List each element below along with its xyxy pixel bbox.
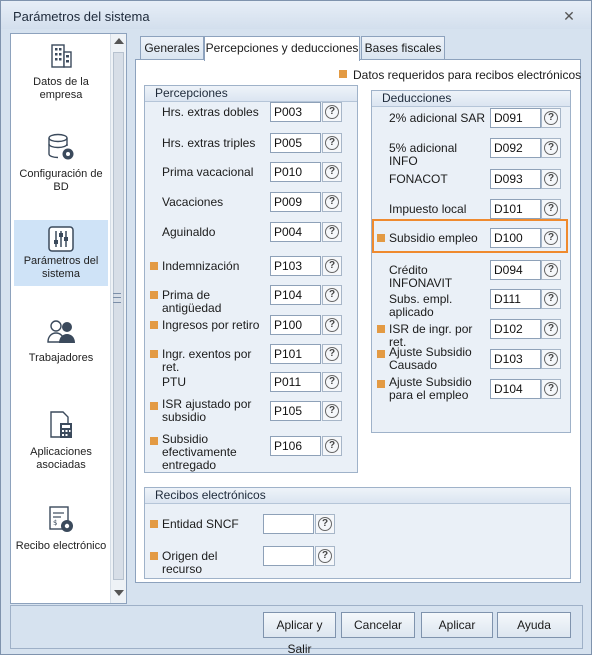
tab-generales[interactable]: Generales	[140, 36, 204, 60]
concept-code-input[interactable]	[270, 256, 321, 276]
scroll-down-arrow-icon[interactable]	[114, 590, 124, 596]
cancel-button[interactable]: Cancelar	[341, 612, 415, 638]
sidebar-item-aplicaciones-asociadas[interactable]	[14, 408, 108, 478]
sidebar-item-label: Parámetros del sistema	[23, 255, 99, 280]
required-marker-icon	[377, 325, 385, 333]
required-marker-icon	[150, 291, 158, 299]
concept-code-input[interactable]	[490, 379, 541, 399]
building-icon	[47, 42, 75, 70]
concept-code-input[interactable]	[270, 192, 321, 212]
splitter-grip-icon[interactable]	[113, 293, 121, 303]
concept-code-input[interactable]	[490, 199, 541, 219]
field-label: Subsidio efectivamente entregado	[162, 432, 237, 472]
form-row	[372, 317, 570, 349]
concept-code-input[interactable]	[270, 285, 321, 305]
field-label: Aguinaldo	[162, 225, 216, 239]
form-row	[145, 220, 357, 244]
form-row	[145, 512, 570, 536]
sidebar-item-label: Aplicaciones asociadas	[30, 446, 92, 471]
percepciones-group	[144, 85, 358, 473]
database-settings-icon	[46, 132, 76, 162]
concept-code-input[interactable]	[490, 260, 541, 280]
help-lookup-icon[interactable]	[322, 436, 342, 456]
question-mark-icon: ?	[325, 404, 339, 418]
concept-code-input[interactable]	[270, 102, 321, 122]
help-lookup-icon[interactable]	[322, 256, 342, 276]
help-lookup-icon[interactable]	[541, 319, 561, 339]
help-lookup-icon[interactable]	[541, 138, 561, 158]
form-row	[145, 432, 357, 472]
question-mark-icon: ?	[544, 111, 558, 125]
sidebar	[10, 33, 127, 604]
help-button[interactable]: Ayuda	[497, 612, 571, 638]
form-row	[372, 106, 570, 130]
required-marker-icon	[150, 350, 158, 358]
required-marker-icon	[150, 437, 158, 445]
question-mark-icon: ?	[544, 172, 558, 186]
field-label: ISR ajustado por subsidio	[162, 397, 252, 424]
field-label: Subs. empl. aplicado	[389, 292, 453, 319]
window-title: Parámetros del sistema	[13, 9, 150, 24]
form-row	[145, 190, 357, 214]
help-lookup-icon[interactable]	[322, 102, 342, 122]
help-lookup-icon[interactable]	[541, 379, 561, 399]
field-label: FONACOT	[389, 172, 448, 186]
required-marker-icon	[150, 552, 158, 560]
concept-code-input[interactable]	[490, 138, 541, 158]
sliders-icon	[47, 225, 75, 253]
help-lookup-icon[interactable]	[322, 285, 342, 305]
field-label: 5% adicional INFO	[389, 141, 458, 168]
concept-code-input[interactable]	[270, 315, 321, 335]
required-marker-icon	[377, 350, 385, 358]
tab-percepciones-deducciones[interactable]: Percepciones y deducciones	[204, 36, 360, 61]
field-label: Ajuste Subsidio para el empleo	[389, 375, 472, 402]
highlight-box	[372, 219, 568, 253]
field-label: Entidad SNCF	[162, 517, 239, 531]
form-row	[372, 377, 570, 401]
sidebar-item-label: Datos de la empresa	[33, 76, 89, 101]
concept-code-input[interactable]	[490, 289, 541, 309]
help-lookup-icon[interactable]	[322, 162, 342, 182]
sidebar-item-label: Recibo electrónico	[15, 540, 107, 552]
form-row	[372, 258, 570, 290]
help-lookup-icon[interactable]	[541, 169, 561, 189]
field-label: Origen del recurso	[162, 549, 218, 576]
sidebar-item-label: Trabajadores	[28, 352, 94, 364]
question-mark-icon: ?	[318, 549, 332, 563]
help-lookup-icon[interactable]	[541, 108, 561, 128]
concept-code-input[interactable]	[270, 162, 321, 182]
concept-code-input[interactable]	[490, 108, 541, 128]
concept-code-input[interactable]	[263, 546, 314, 566]
title-bar	[1, 1, 591, 29]
concept-code-input[interactable]	[490, 169, 541, 189]
help-lookup-icon[interactable]	[322, 192, 342, 212]
field-label: Indemnización	[162, 259, 240, 273]
required-marker-icon	[150, 262, 158, 270]
receipt-settings-icon	[47, 504, 75, 534]
help-lookup-icon[interactable]	[541, 260, 561, 280]
question-mark-icon: ?	[318, 517, 332, 531]
question-mark-icon: ?	[544, 382, 558, 396]
form-row	[372, 347, 570, 371]
apply-and-exit-button[interactable]: Aplicar y Salir	[263, 612, 336, 638]
recibos-electronicos-group	[144, 487, 571, 579]
question-mark-icon: ?	[325, 225, 339, 239]
help-lookup-icon[interactable]	[541, 199, 561, 219]
tab-bases-fiscales[interactable]: Bases fiscales	[361, 36, 445, 60]
field-label: Prima de antigüedad	[162, 288, 222, 315]
form-row	[145, 313, 357, 337]
question-mark-icon: ?	[544, 352, 558, 366]
concept-code-input[interactable]	[270, 344, 321, 364]
concept-code-input[interactable]	[263, 514, 314, 534]
help-lookup-icon[interactable]	[322, 133, 342, 153]
help-lookup-icon[interactable]	[315, 546, 335, 566]
form-row	[145, 254, 357, 278]
field-label: Ajuste Subsidio Causado	[389, 345, 472, 372]
question-mark-icon: ?	[325, 375, 339, 389]
sidebar-item-parametros-sistema[interactable]	[14, 220, 108, 286]
scroll-up-arrow-icon[interactable]	[114, 38, 124, 44]
form-row	[145, 342, 357, 374]
form-row	[145, 370, 357, 394]
form-row	[145, 131, 357, 155]
question-mark-icon: ?	[325, 318, 339, 332]
help-lookup-icon[interactable]	[322, 222, 342, 242]
help-lookup-icon[interactable]	[322, 372, 342, 392]
field-label: Crédito INFONAVIT	[389, 263, 453, 290]
field-label: PTU	[162, 375, 186, 389]
question-mark-icon: ?	[325, 195, 339, 209]
field-label: ISR de ingr. por ret.	[389, 322, 473, 349]
form-row	[372, 136, 570, 168]
concept-code-input[interactable]	[270, 401, 321, 421]
sidebar-item-configuracion-bd[interactable]	[14, 130, 108, 210]
apply-button[interactable]: Aplicar	[421, 612, 493, 638]
help-lookup-icon[interactable]	[322, 401, 342, 421]
concept-code-input[interactable]	[270, 222, 321, 242]
help-lookup-icon[interactable]	[541, 349, 561, 369]
form-row	[145, 283, 357, 315]
field-label: Ingr. exentos por ret.	[162, 347, 252, 374]
form-row	[145, 160, 357, 184]
concept-code-input[interactable]	[270, 372, 321, 392]
form-row	[372, 197, 570, 221]
question-mark-icon: ?	[325, 165, 339, 179]
question-mark-icon: ?	[544, 141, 558, 155]
question-mark-icon: ?	[325, 259, 339, 273]
field-label: Subsidio empleo	[389, 231, 478, 245]
close-icon[interactable]: ✕	[563, 8, 575, 24]
field-label: 2% adicional SAR	[389, 111, 486, 125]
document-calculator-icon	[47, 410, 75, 440]
question-mark-icon: ?	[325, 136, 339, 150]
sidebar-item-trabajadores[interactable]	[14, 316, 108, 376]
required-marker-icon	[339, 70, 347, 78]
question-mark-icon: ?	[544, 322, 558, 336]
help-lookup-icon[interactable]	[315, 514, 335, 534]
group-title: Deducciones	[372, 91, 570, 107]
required-marker-icon	[150, 321, 158, 329]
question-mark-icon: ?	[325, 105, 339, 119]
field-label: Ingresos por retiro	[162, 318, 260, 332]
group-title: Percepciones	[145, 86, 357, 102]
field-label: Prima vacacional	[162, 165, 254, 179]
help-lookup-icon[interactable]	[322, 344, 342, 364]
required-marker-icon	[150, 402, 158, 410]
sidebar-scrollbar[interactable]	[110, 34, 126, 603]
help-lookup-icon[interactable]	[541, 289, 561, 309]
field-label: Hrs. extras triples	[162, 136, 256, 150]
sidebar-item-recibo-electronico[interactable]	[14, 502, 108, 562]
required-legend: Datos requeridos para recibos electrónicos	[353, 68, 582, 82]
required-marker-icon	[377, 380, 385, 388]
question-mark-icon: ?	[325, 288, 339, 302]
question-mark-icon: ?	[544, 263, 558, 277]
scrollbar-thumb[interactable]	[113, 52, 124, 580]
field-label: Vacaciones	[162, 195, 224, 209]
concept-code-input[interactable]	[270, 436, 321, 456]
question-mark-icon: ?	[325, 439, 339, 453]
svg-text:$: $	[53, 519, 58, 527]
field-label: Hrs. extras dobles	[162, 105, 259, 119]
question-mark-icon: ?	[544, 292, 558, 306]
sidebar-item-label: Configuración de BD	[19, 168, 103, 193]
sidebar-item-datos-empresa[interactable]	[14, 40, 108, 120]
required-marker-icon	[150, 520, 158, 528]
form-row	[145, 544, 570, 576]
concept-code-input[interactable]	[270, 133, 321, 153]
help-lookup-icon[interactable]	[322, 315, 342, 335]
question-mark-icon: ?	[544, 231, 558, 245]
question-mark-icon: ?	[325, 347, 339, 361]
form-row	[145, 399, 357, 423]
form-row	[372, 287, 570, 319]
form-row	[145, 100, 357, 124]
group-title: Recibos electrónicos	[145, 488, 570, 504]
field-label: Impuesto local	[389, 202, 467, 216]
users-icon	[46, 318, 76, 346]
question-mark-icon: ?	[544, 202, 558, 216]
deducciones-group	[371, 90, 571, 433]
concept-code-input[interactable]	[490, 349, 541, 369]
concept-code-input[interactable]	[490, 319, 541, 339]
form-row	[372, 167, 570, 191]
